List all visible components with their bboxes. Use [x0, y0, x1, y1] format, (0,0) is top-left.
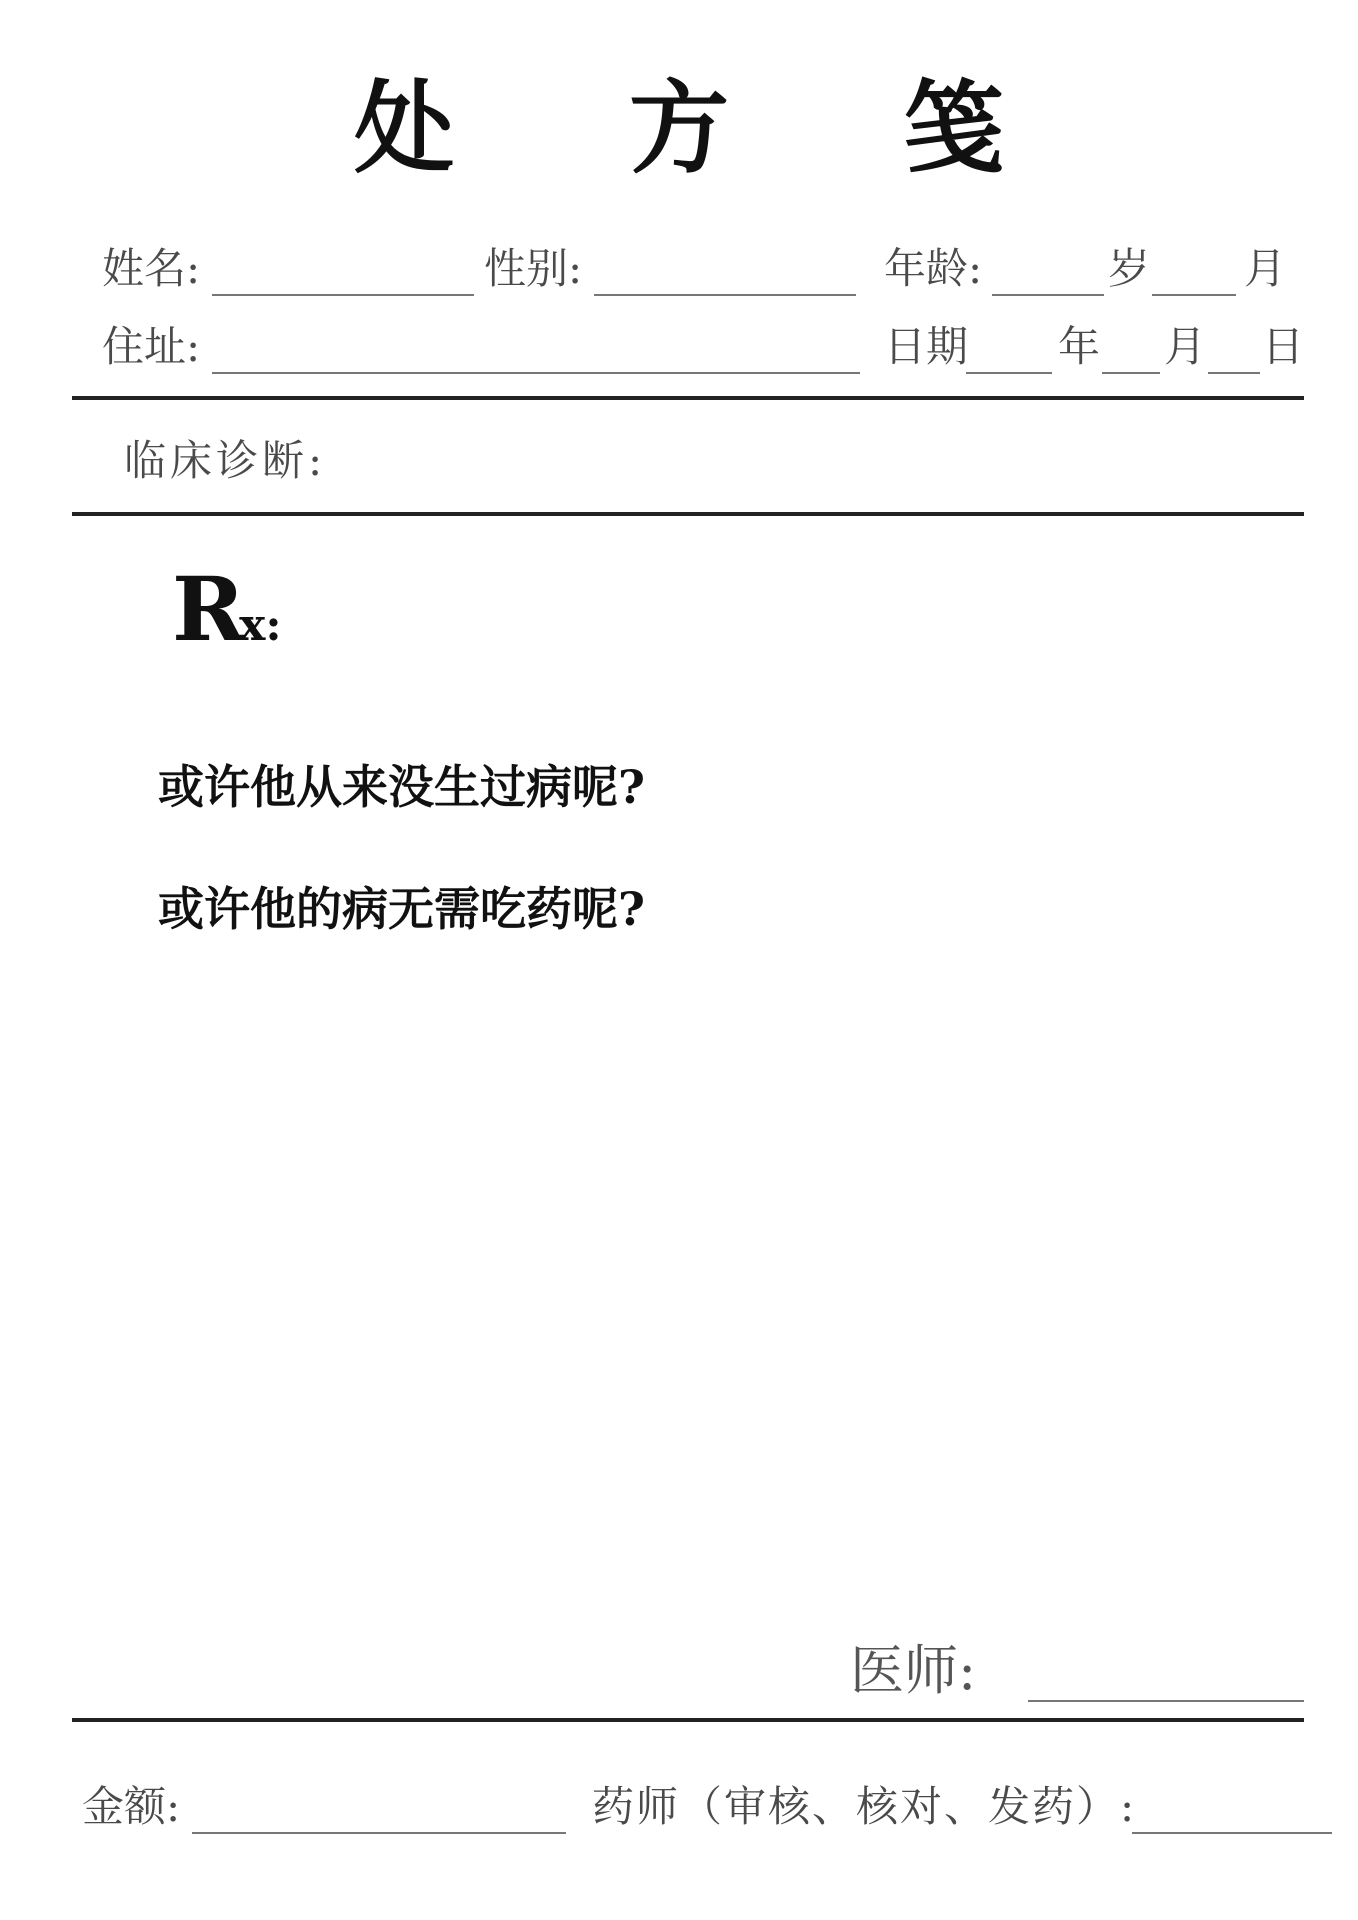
age-month-field[interactable] — [1152, 294, 1236, 296]
gender-field[interactable] — [594, 294, 856, 296]
date-month-unit: 月 — [1164, 322, 1207, 371]
date-label: 日期 — [884, 322, 969, 371]
pharmacist-signature-field[interactable] — [1132, 1832, 1332, 1834]
date-day-field[interactable] — [1208, 372, 1260, 374]
date-month-field[interactable] — [1102, 372, 1160, 374]
date-day-unit: 日 — [1262, 322, 1305, 371]
header-divider — [72, 396, 1304, 400]
diagnosis-label: 临床诊断: — [124, 436, 327, 485]
amount-field[interactable] — [192, 1832, 566, 1834]
doctor-signature-field[interactable] — [1028, 1700, 1304, 1702]
date-year-unit: 年 — [1058, 322, 1101, 371]
content-line-1: 或许他从来没生过病呢? — [158, 760, 645, 814]
age-month-unit: 月 — [1244, 244, 1287, 293]
age-year-field[interactable] — [992, 294, 1104, 296]
content-line-2: 或许他的病无需吃药呢? — [158, 882, 645, 936]
date-year-field[interactable] — [966, 372, 1052, 374]
name-field[interactable] — [212, 294, 474, 296]
doctor-label: 医师: — [850, 1639, 977, 1702]
address-label: 住址: — [102, 322, 201, 371]
gender-label: 性别: — [484, 244, 583, 293]
amount-label: 金额: — [82, 1782, 181, 1831]
age-year-unit: 岁 — [1108, 244, 1151, 293]
rx-symbol: Rx: — [172, 557, 282, 661]
age-label: 年龄: — [884, 244, 983, 293]
page-title: 处 方 笺 — [354, 69, 1074, 187]
address-field[interactable] — [212, 372, 860, 374]
footer-divider — [72, 1718, 1304, 1722]
pharmacist-label: 药师（审核、核对、发药）: — [592, 1782, 1137, 1831]
name-label: 姓名: — [102, 244, 201, 293]
diagnosis-divider — [72, 512, 1304, 516]
